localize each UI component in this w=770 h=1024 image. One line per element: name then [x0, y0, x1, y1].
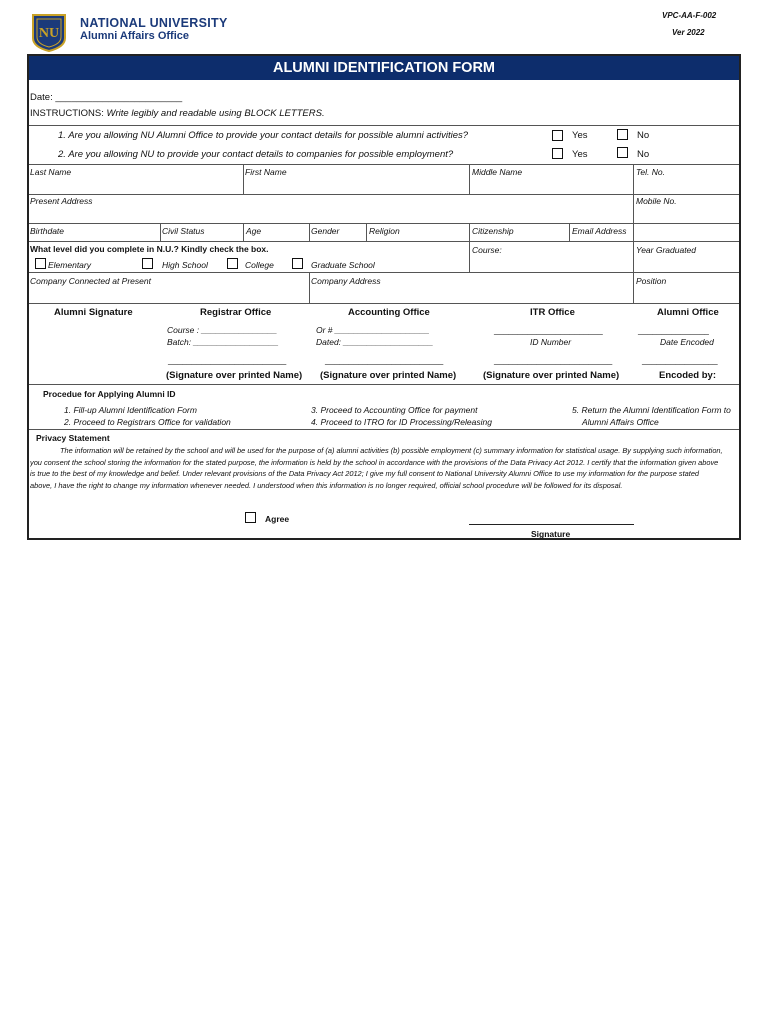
procedure-step-5-cont: Alumni Affairs Office: [582, 417, 659, 427]
q1-yes-checkbox[interactable]: [552, 130, 563, 141]
itro-signature[interactable]: (Signature over printed Name): [483, 370, 620, 381]
alumni-office-line: _______________: [638, 325, 709, 335]
accounting-office-label: Accounting Office: [348, 307, 430, 318]
registrar-office-label: Registrar Office: [200, 307, 272, 318]
q1-no-checkbox[interactable]: [617, 129, 628, 140]
logo-letters: NU: [38, 26, 60, 41]
year-graduated-field[interactable]: Year Graduated: [636, 245, 697, 255]
instructions-label: INSTRUCTIONS:: [30, 108, 107, 119]
high-school-label: High School: [162, 260, 208, 270]
privacy-line-4: above, I have the right to change my information whenever needed. I understood when this information is no longer required, official school procedure will be followed for its disposal.: [30, 481, 623, 490]
itro-line: _______________________: [494, 325, 603, 335]
q2-no-label: No: [637, 149, 650, 160]
form-version: Ver 2022: [672, 28, 705, 37]
tel-no-field[interactable]: Tel. No.: [636, 167, 665, 177]
privacy-line-1: The information will be retained by the school and will be used for the purpose of (a) alumni activities (b) possible employment (c) summary information for statistical usage. By supplying such information,: [60, 446, 723, 455]
itro-id-number[interactable]: ID Number: [530, 337, 572, 347]
accounting-signature[interactable]: (Signature over printed Name): [320, 370, 457, 381]
procedure-step-2: 2. Proceed to Registrars Office for validation: [64, 417, 231, 427]
privacy-line-2: you consent the school storing the information for the stated purpose, the information is held by the school in accordance with the provisions of the Data Privacy Act 2012. I certify that the information given above: [30, 458, 719, 467]
instructions: [30, 108, 325, 119]
graduate-school-label: Graduate School: [311, 260, 375, 270]
level-question: What level did you complete in N.U.? Kindly check the box.: [30, 244, 269, 254]
procedure-step-3: 3. Proceed to Accounting Office for payment: [311, 405, 478, 415]
birthdate-field[interactable]: Birthdate: [30, 226, 65, 236]
company-field[interactable]: Company Connected at Present: [30, 276, 151, 286]
signature-label: Signature: [531, 529, 571, 539]
signature-line[interactable]: [469, 524, 634, 525]
q2-yes-checkbox[interactable]: [552, 148, 563, 159]
form-code: VPC-AA-F-002: [662, 11, 717, 20]
question-2: 2. Are you allowing NU to provide your contact details to companies for possible employment?: [58, 149, 454, 160]
encoded-by-field[interactable]: Encoded by:: [659, 370, 717, 381]
nu-seal-logo: [30, 12, 68, 52]
accounting-dated-field[interactable]: Dated: ___________________: [316, 337, 434, 347]
middle-name-field[interactable]: Middle Name: [472, 167, 523, 177]
registrar-signature[interactable]: (Signature over printed Name): [166, 370, 303, 381]
registrar-signature-line: _________________________: [168, 355, 287, 365]
agree-checkbox[interactable]: [245, 512, 256, 523]
alumni-office-signature-line: ________________: [642, 355, 718, 365]
university-name: NATIONAL UNIVERSITY: [80, 16, 228, 30]
present-address-field[interactable]: Present Address: [30, 196, 93, 206]
alumni-signature-label: Alumni Signature: [54, 307, 133, 318]
question-1: 1. Are you allowing NU Alumni Office to provide your contact details for possible alumni activities?: [58, 130, 469, 141]
age-field[interactable]: Age: [246, 226, 262, 236]
first-name-field[interactable]: First Name: [245, 167, 287, 177]
last-name-field[interactable]: Last Name: [30, 167, 72, 177]
form-title: ALUMNI IDENTIFICATION FORM: [29, 56, 739, 80]
instructions-text: Write legibly and readable using BLOCK LETTERS.: [106, 108, 325, 119]
office-name: Alumni Affairs Office: [80, 30, 189, 42]
q1-yes-label: Yes: [572, 130, 588, 141]
agree-label: Agree: [265, 514, 290, 524]
q2-no-checkbox[interactable]: [617, 147, 628, 158]
privacy-title: Privacy Statement: [36, 433, 110, 443]
registrar-batch-field[interactable]: Batch: __________________: [167, 337, 279, 347]
college-label: College: [245, 260, 274, 270]
civil-status-field[interactable]: Civil Status: [162, 226, 205, 236]
college-checkbox[interactable]: [227, 258, 238, 269]
email-field[interactable]: Email Address: [572, 226, 627, 236]
citizenship-field[interactable]: Citizenship: [472, 226, 514, 236]
procedure-step-5: 5. Return the Alumni Identification Form to: [572, 405, 731, 415]
registrar-course-field[interactable]: Course : ________________: [167, 325, 278, 335]
procedure-step-1: 1. Fill-up Alumni Identification Form: [64, 405, 197, 415]
mobile-no-field[interactable]: Mobile No.: [636, 196, 677, 206]
course-field[interactable]: Course:: [472, 245, 502, 255]
position-field[interactable]: Position: [636, 276, 667, 286]
graduate-school-checkbox[interactable]: [292, 258, 303, 269]
elementary-label: Elementary: [48, 260, 91, 270]
procedure-title: Procedue for Applying Alumni ID: [43, 389, 176, 399]
itro-signature-line: _________________________: [494, 355, 613, 365]
gender-field[interactable]: Gender: [311, 226, 340, 236]
privacy-line-3: is true to the best of my knowledge and belief. Under relevant provisions of the Data Privacy Act 2012; I give my full consent to National University Alumni Office to use my information for the purpose stated: [30, 469, 700, 478]
date-field[interactable]: Date: ________________________: [30, 92, 183, 103]
elementary-checkbox[interactable]: [35, 258, 46, 269]
alumni-office-label: Alumni Office: [657, 307, 719, 318]
high-school-checkbox[interactable]: [142, 258, 153, 269]
company-address-field[interactable]: Company Address: [311, 276, 381, 286]
accounting-signature-line: _________________________: [325, 355, 444, 365]
religion-field[interactable]: Religion: [369, 226, 400, 236]
date-encoded-field[interactable]: Date Encoded: [660, 337, 714, 347]
itr-office-label: ITR Office: [530, 307, 575, 318]
accounting-or-field[interactable]: Or # ____________________: [316, 325, 430, 335]
q2-yes-label: Yes: [572, 149, 588, 160]
q1-no-label: No: [637, 130, 650, 141]
procedure-step-4: 4. Proceed to ITRO for ID Processing/Releasing: [311, 417, 492, 427]
